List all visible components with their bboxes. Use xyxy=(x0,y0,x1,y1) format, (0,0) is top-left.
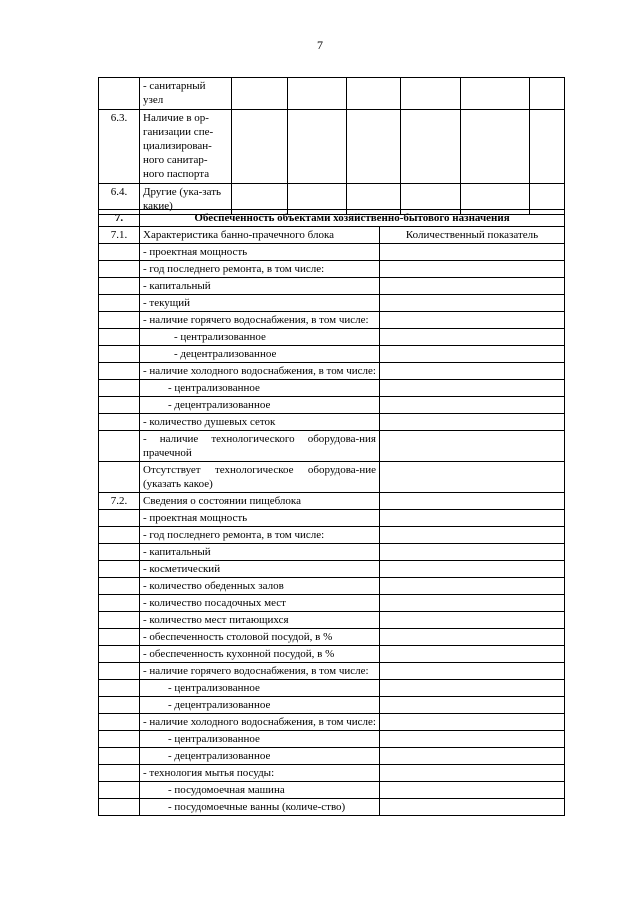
column-header: Количественный показатель xyxy=(380,227,565,244)
table-row xyxy=(99,244,565,261)
value-cell xyxy=(380,782,565,799)
value-cell xyxy=(380,714,565,731)
row-label: - децентрализованное xyxy=(140,397,380,414)
table-row xyxy=(99,363,565,380)
row-label: - обеспеченность столовой посудой, в % xyxy=(140,629,380,646)
row-label: - наличие технологического оборудова-ния прачечной xyxy=(140,431,380,462)
value-cell xyxy=(380,493,565,510)
row-label: - централизованное xyxy=(140,380,380,397)
value-cell xyxy=(380,261,565,278)
table-row xyxy=(99,380,565,397)
section-header-row xyxy=(99,210,565,227)
value-cell xyxy=(380,295,565,312)
value-cell xyxy=(380,612,565,629)
value-cell xyxy=(380,663,565,680)
table-row xyxy=(99,765,565,782)
value-cell xyxy=(380,697,565,714)
row-label: - технология мытья посуды: xyxy=(140,765,380,782)
value-cell xyxy=(380,561,565,578)
table-row xyxy=(99,731,565,748)
table-row xyxy=(99,629,565,646)
value-cell xyxy=(380,765,565,782)
row-label: - санитарный узел xyxy=(140,78,232,110)
row-label: - год последнего ремонта, в том числе: xyxy=(140,527,380,544)
table-row xyxy=(99,527,565,544)
value-cell xyxy=(380,731,565,748)
table-row xyxy=(99,714,565,731)
value-cell xyxy=(380,397,565,414)
row-number xyxy=(99,78,140,110)
value-cell xyxy=(380,431,565,462)
table-row xyxy=(99,346,565,363)
row-label: - централизованное xyxy=(140,329,380,346)
row-label: - текущий xyxy=(140,295,380,312)
row-label: Наличие в ор-ганизации спе-циализирован-ного санитар-ного паспорта xyxy=(140,110,232,184)
row-label: - децентрализованное xyxy=(140,346,380,363)
table-row xyxy=(99,561,565,578)
table-row xyxy=(99,748,565,765)
value-cell xyxy=(380,312,565,329)
subsection-row xyxy=(99,227,565,244)
table-row xyxy=(99,414,565,431)
value-cell xyxy=(380,462,565,493)
table-row xyxy=(99,595,565,612)
table-row xyxy=(99,329,565,346)
row-label: - количество посадочных мест xyxy=(140,595,380,612)
value-cell xyxy=(380,629,565,646)
row-label: Отсутствует технологическое оборудова-ние (указать какое) xyxy=(140,462,380,493)
value-cell xyxy=(380,329,565,346)
section-number: 7. xyxy=(99,210,140,227)
table-row xyxy=(99,78,565,110)
row-label: - проектная мощность xyxy=(140,244,380,261)
value-cell xyxy=(380,363,565,380)
section-7-table xyxy=(98,209,565,816)
table-row xyxy=(99,462,565,493)
row-label: - обеспеченность кухонной посудой, в % xyxy=(140,646,380,663)
row-label: - косметический xyxy=(140,561,380,578)
table-row xyxy=(99,261,565,278)
table-row xyxy=(99,578,565,595)
subsection-number: 7.1. xyxy=(99,227,140,244)
row-label: - капитальный xyxy=(140,278,380,295)
value-cell xyxy=(380,544,565,561)
table-row xyxy=(99,697,565,714)
row-label: - посудомоечные ванны (количе-ство) xyxy=(140,799,380,816)
row-label: - наличие горячего водоснабжения, в том числе: xyxy=(140,312,380,329)
row-label: - год последнего ремонта, в том числе: xyxy=(140,261,380,278)
value-cell xyxy=(380,595,565,612)
row-label: - количество душевых сеток xyxy=(140,414,380,431)
row-label: - централизованное xyxy=(140,680,380,697)
value-cell xyxy=(380,680,565,697)
table-row xyxy=(99,782,565,799)
value-cell xyxy=(380,527,565,544)
value-cell xyxy=(380,799,565,816)
row-label: - наличие холодного водоснабжения, в том числе: xyxy=(140,363,380,380)
table-row xyxy=(99,110,565,184)
subsection-label: Характеристика банно-прачечного блока xyxy=(140,227,380,244)
value-cell xyxy=(380,646,565,663)
row-label: - проектная мощность xyxy=(140,510,380,527)
value-cell xyxy=(380,510,565,527)
table-row xyxy=(99,312,565,329)
subsection-row xyxy=(99,493,565,510)
row-label: Другие (ука-зать какие) xyxy=(140,184,232,215)
row-label: - количество обеденных залов xyxy=(140,578,380,595)
row-label: - децентрализованное xyxy=(140,748,380,765)
table-row xyxy=(99,663,565,680)
row-label: - децентрализованное xyxy=(140,697,380,714)
value-cell xyxy=(380,244,565,261)
row-label: - посудомоечная машина xyxy=(140,782,380,799)
table-row xyxy=(99,510,565,527)
row-label: - наличие холодного водоснабжения, в том числе: xyxy=(140,714,380,731)
table-row xyxy=(99,397,565,414)
table-row xyxy=(99,646,565,663)
value-cell xyxy=(380,380,565,397)
row-label: - наличие горячего водоснабжения, в том числе: xyxy=(140,663,380,680)
section-title: Обеспеченность объектами хозяйственно-бытового назначения xyxy=(140,210,565,227)
row-label: - капитальный xyxy=(140,544,380,561)
table-row xyxy=(99,544,565,561)
row-label: - централизованное xyxy=(140,731,380,748)
row-number: 6.4. xyxy=(99,184,140,215)
table-row xyxy=(99,431,565,462)
top-table xyxy=(98,77,565,215)
value-cell xyxy=(380,346,565,363)
row-number: 6.3. xyxy=(99,110,140,184)
subsection-number: 7.2. xyxy=(99,493,140,510)
value-cell xyxy=(380,414,565,431)
subsection-label: Сведения о состоянии пищеблока xyxy=(140,493,380,510)
table-row xyxy=(99,680,565,697)
table-row xyxy=(99,612,565,629)
value-cell xyxy=(380,578,565,595)
table-row xyxy=(99,799,565,816)
value-cell xyxy=(380,748,565,765)
table-row xyxy=(99,278,565,295)
table-row xyxy=(99,295,565,312)
page-number: 7 xyxy=(317,38,323,52)
value-cell xyxy=(380,278,565,295)
row-label: - количество мест питающихся xyxy=(140,612,380,629)
